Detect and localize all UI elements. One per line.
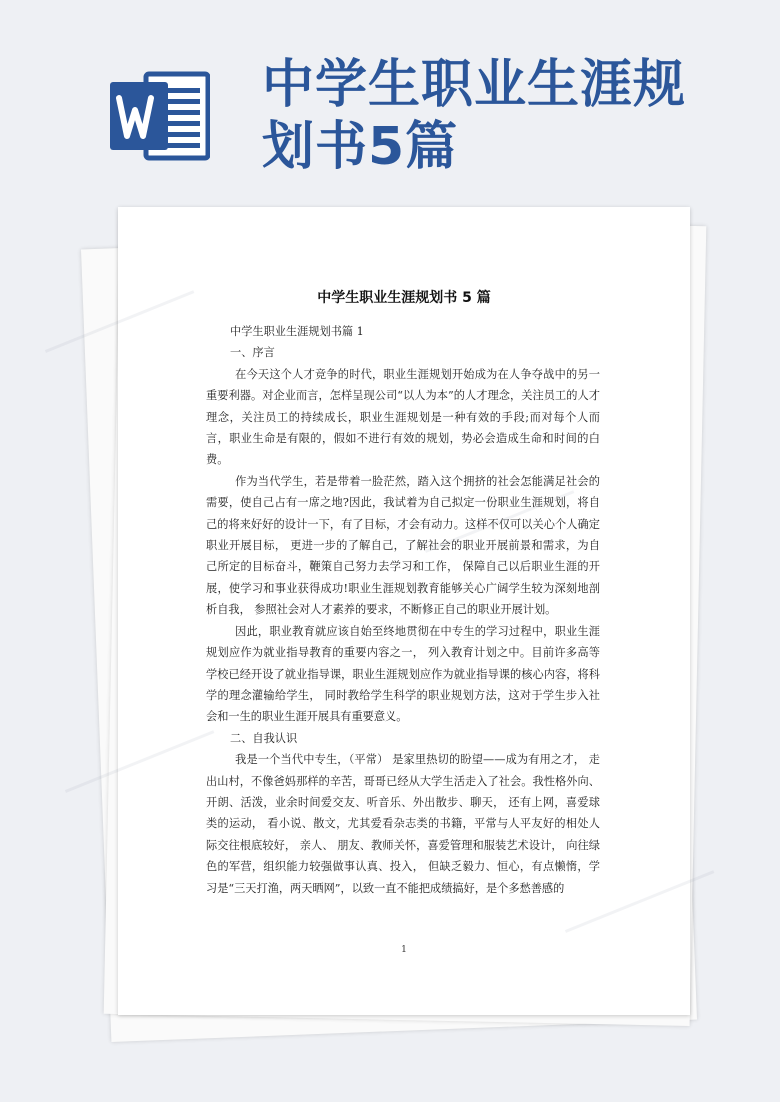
paragraph: 我是一个当代中专生，（平常） 是家里热切的盼望——成为有用之才， 走出山村，不像爸妈那样的辛苦，哥哥已经从大学生活走入了社会。我性格外向、开朗、活泼，业余时间爱交友、听音乐、外出散步、聊天， 还有上网，喜爱球类的运动， 看小说、散文，尤其爱看杂志类的书籍，平常与人平友好的相处人际交往根底较好， 亲人、 朋友、教师关怀，喜爱管理和服装艺术设计， 向往绿色的军营，组织能力较强做事认真、投入， 但缺乏毅力、恒心，有点懒惰，学习是“三天打渔，两天晒网”，以致一直不能把成绩搞好，是个多愁善感的 — [206, 753, 600, 895]
banner-title: 中学生职业生涯规划书5篇 — [262, 55, 687, 177]
section-heading: 二、自我认识 — [230, 731, 298, 745]
document-title: 中学生职业生涯规划书 5 篇 — [317, 290, 491, 306]
document-body — [206, 321, 600, 899]
paragraph: 因此，职业教育就应该自始至终地贯彻在中专生的学习过程中，职业生涯规划应作为就业指导教育的重要内容之一， 列入教育计划之中。目前许多高等学校已经开设了就业指导课，职业生涯规划应作为就业指导课的核心内容，将科学的理念灌输给学生， 同时教给学生科学的职业规划方法，这对于学生步入社会和一生的职业生涯开展具有重要意义。 — [206, 624, 600, 724]
document-page — [118, 207, 690, 1015]
page-number: 1 — [401, 945, 407, 955]
word-icon — [110, 68, 210, 164]
section-heading: 一、序言 — [230, 346, 275, 360]
paragraph: 在今天这个人才竞争的时代，职业生涯规划开始成为在人争夺战中的另一重要利器。对企业而言，怎样呈现公司“以人为本”的人才理念，关注员工的人才理念，关注员工的持续成长，职业生涯规划是一种有效的手段;而对每个人而言，职业生命是有限的，假如不进行有效的规划，势必会造成生命和时间的白费。 — [206, 367, 600, 467]
paragraph: 中学生职业生涯规划书篇 1 — [230, 325, 364, 338]
paragraph: 作为当代学生，若是带着一脸茫然，踏入这个拥挤的社会怎能满足社会的需要，使自己占有一席之地?因此，我试着为自己拟定一份职业生涯规划，将自己的将来好好的设计一下，有了目标，才会有动力。这样不仅可以关心个人确定职业开展目标， 更进一步的了解自己，了解社会的职业开展前景和需求，为自己所定的目标奋斗，鞭策自己努力去学习和工作， 保障自己以后职业生涯的开展，使学习和事业获得成功!职业生涯规划教育能够关心广阔学生较为深刻地剖析自我， 参照社会对人才素养的要求，不断修正自己的职业开展计划。 — [206, 474, 600, 617]
